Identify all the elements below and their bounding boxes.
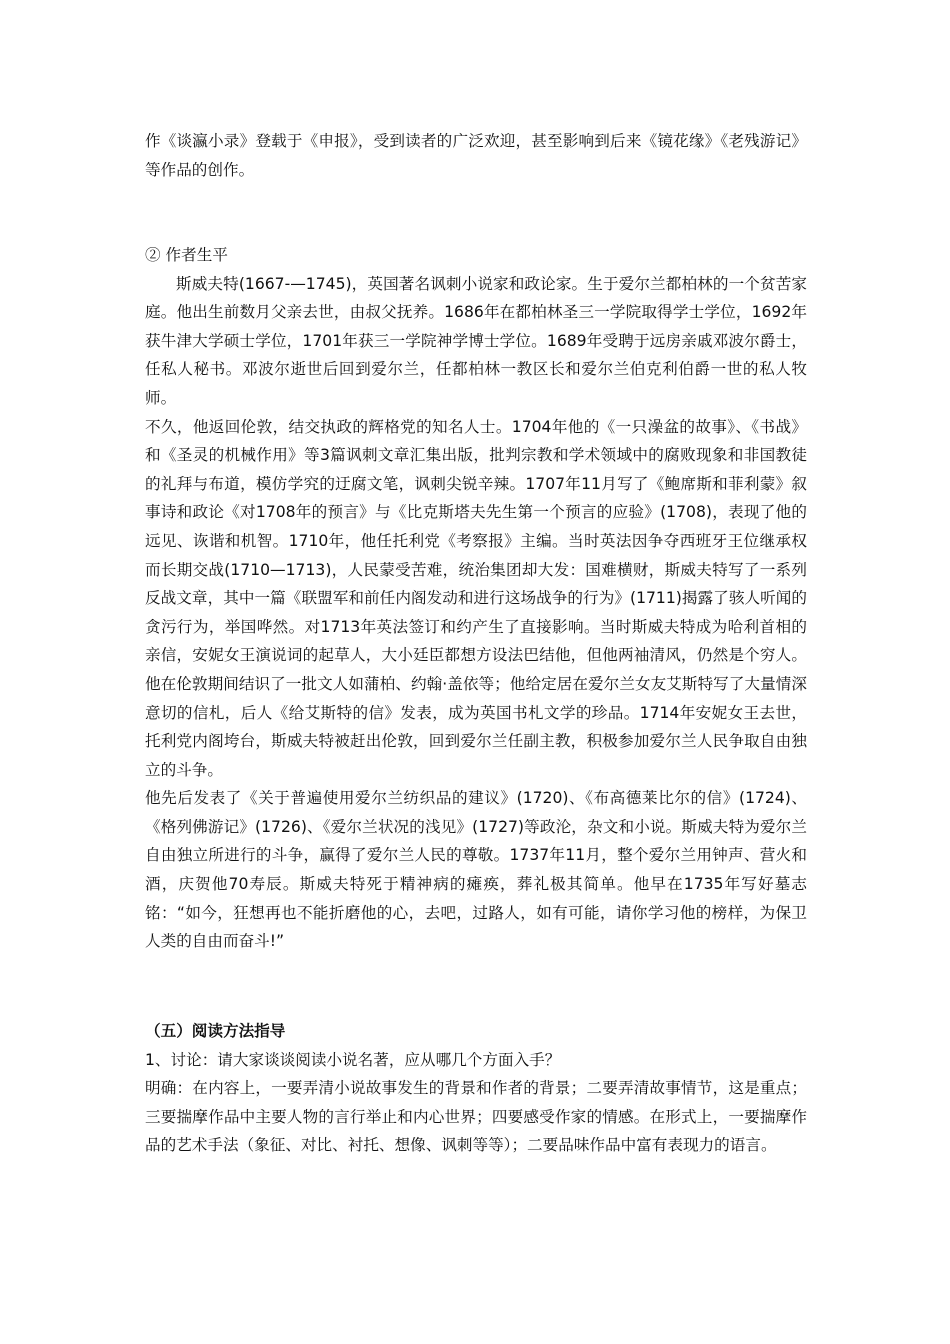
author-paragraph-2: 不久，他返回伦敦，结交执政的辉格党的知名人士。1704年他的《一只澡盆的故事》、《书战》和《圣灵的机械作用》等3篇讽刺文章汇集出版，批判宗教和学术领域中的腐败现象和非国教徒的礼拜与布道，模仿学究的迂腐文笔，讽刺尖锐辛辣。1707年11月写了《鲍席斯和菲利蒙》叙事诗和政论《对1708年的预言》与《比克斯塔夫先生第一个预言的应验》(1708)，表现了他的远见、诙谐和机智。1710年，他任托利党《考察报》主编。当时英法因争夺西班牙王位继承权而长期交战(1710—1713)，人民蒙受苦难，统治集团却大发：国难横财，斯威夫特写了一系列反战文章，其中一篇《联盟军和前任内阁发动和进行这场战争的行为》(1711)揭露了骇人听闻的贪污行为，举国哗然。对1713年英法签订和约产生了直接影响。当时斯威夫特成为哈利首相的亲信，安妮女王演说词的起草人，大小廷臣都想方设法巴结他，但他两袖清风，仍然是个穷人。他在伦敦期间结识了一批文人如蒲柏、约翰·盖依等；他给定居在爱尔兰女友艾斯特写了大量情深意切的信札，后人《给艾斯特的信》发表，成为英国书札文学的珍品。1714年安妮女王去世，托利党内阁垮台，斯威夫特被赶出伦敦，回到爱尔兰任副主教，积极参加爱尔兰人民争取自由独立的斗争。 [145,417,807,779]
author-paragraph-1: 斯威夫特(1667-—1745)，英国著名讽刺小说家和政论家。生于爱尔兰都柏林的一个贫苦家庭。他出生前数月父亲去世，由叔父抚养。1686年在都柏林圣三一学院取得学士学位，1692年获牛津大学硕士学位，1701年获三一学院神学博士学位。1689年受聘于远房亲戚邓波尔爵士，任私人秘书。邓波尔逝世后回到爱尔兰，任都柏林一教区长和爱尔兰伯克利伯爵一世的私人牧师。 [145,274,807,407]
author-biography-section [145,241,807,956]
discussion-answer: 明确：在内容上，一要弄清小说故事发生的背景和作者的背景；二要弄清故事情节，这是重点；三要揣摩作品中主要人物的言行举止和内心世界；四要感受作家的情感。在形式上，一要揣摩作品的艺术手法（象征、对比、衬托、想像、讽刺等等）；二要品味作品中富有表现力的语言。 [145,1079,807,1155]
intro-block [145,127,807,184]
intro-continuation-paragraph: 作《谈瀛小录》登载于《申报》，受到读者的广泛欢迎，甚至影响到后来《镜花缘》《老残游记》等作品的创作。 [145,132,807,179]
reading-method-section [145,1017,807,1160]
discussion-question: 1、讨论：请大家谈谈阅读小说名著，应从哪几个方面入手？ [145,1050,561,1069]
author-section-heading: ② 作者生平 [145,246,228,264]
author-paragraph-3: 他先后发表了《关于普遍使用爱尔兰纺织品的建议》(1720)、《布高德莱比尔的信》(1724)、《格列佛游记》(1726)、《爱尔兰状况的浅见》(1727)等政沦，杂文和小说。斯威夫特为爱尔兰自由独立所进行的斗争，赢得了爱尔兰人民的尊敬。1737年11月，整个爱尔兰用钟声、营火和酒，庆贺他70寿辰。斯威夫特死于精神病的瘫痪，葬礼极其简单。他早在1735年写好墓志铭：“如今，狂想再也不能折磨他的心，去吧，过路人，如有可能，请你学习他的榜样，为保卫人类的自由而奋斗!” [145,789,807,951]
reading-method-heading: （五）阅读方法指导 [145,1022,286,1040]
